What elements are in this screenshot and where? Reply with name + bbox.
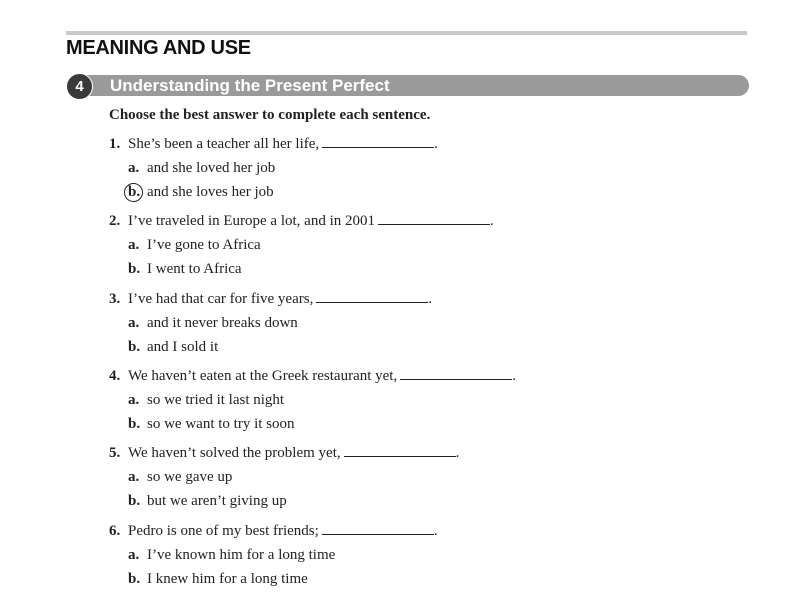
answer-blank[interactable] [344,446,456,457]
exercise-title: Understanding the Present Perfect [110,76,390,95]
sentence-end: . [490,213,494,229]
answer-blank[interactable] [378,214,490,225]
question-1 [109,136,438,153]
question-text: We haven’t eaten at the Greek restaurant yet, [128,368,398,384]
answer-blank[interactable] [322,137,434,148]
instructions: Choose the best answer to complete each sentence. [109,107,431,123]
option-letter-circled: b. [128,184,147,201]
question-number: 2. [109,213,121,229]
option-1a[interactable] [128,160,275,177]
option-text: but we aren’t giving up [147,493,287,509]
option-letter: a. [128,469,140,485]
option-text: so we tried it last night [147,392,285,408]
option-1b[interactable] [128,184,274,201]
sentence-end: . [428,291,433,307]
option-3a[interactable] [128,315,298,332]
option-letter: b. [128,339,141,355]
option-text: I’ve gone to Africa [147,237,261,253]
exercise-banner [66,74,749,97]
question-text: We haven’t solved the problem yet, [128,445,341,461]
option-text: and she loves her job [147,184,274,200]
question-number: 5. [109,445,121,461]
question-number: 4. [109,368,121,384]
option-letter: b. [128,261,141,277]
option-text: I’ve known him for a long time [147,547,336,563]
option-letter: b. [128,493,141,509]
sentence-end: . [434,136,438,152]
exercise-number-badge: 4 [66,73,93,100]
option-letter: a. [128,392,140,408]
option-text: so we gave up [147,469,233,485]
option-text: so we want to try it soon [147,416,295,432]
question-number: 1. [109,136,121,152]
option-2a[interactable] [128,237,261,254]
section-heading: MEANING AND USE [66,37,251,59]
question-6 [109,523,438,540]
question-text: I’ve traveled in Europe a lot, and in 2001 [128,213,376,229]
option-6b[interactable] [128,571,308,588]
sentence-end: . [512,368,516,384]
option-text: and I sold it [147,339,219,355]
option-text: I knew him for a long time [147,571,308,587]
option-text: and she loved her job [147,160,276,176]
option-4b[interactable] [128,416,295,433]
option-text: and it never breaks down [147,315,298,331]
question-text: I’ve had that car for five years, [128,291,314,307]
question-3 [109,291,432,308]
top-rule [66,31,747,35]
option-2b[interactable] [128,261,242,278]
question-2 [109,213,494,230]
option-letter: a. [128,547,140,563]
option-4a[interactable] [128,392,284,409]
option-3b[interactable] [128,339,218,356]
option-letter: a. [128,237,140,253]
answer-blank[interactable] [400,369,512,380]
answer-blank[interactable] [316,292,428,303]
sentence-end: . [455,445,460,461]
option-letter: a. [128,315,140,331]
answer-blank[interactable] [322,524,434,535]
option-5b[interactable] [128,493,287,510]
question-4 [109,368,516,385]
option-5a[interactable] [128,469,232,486]
option-letter: b. [128,571,141,587]
question-number: 6. [109,523,121,539]
option-letter: b. [128,416,141,432]
option-6a[interactable] [128,547,335,564]
option-letter: a. [128,160,140,176]
question-5 [109,445,459,462]
question-text: Pedro is one of my best friends; [128,523,319,539]
question-text: She’s been a teacher all her life, [128,136,320,152]
option-text: I went to Africa [147,261,242,277]
sentence-end: . [433,523,438,539]
question-number: 3. [109,291,121,307]
